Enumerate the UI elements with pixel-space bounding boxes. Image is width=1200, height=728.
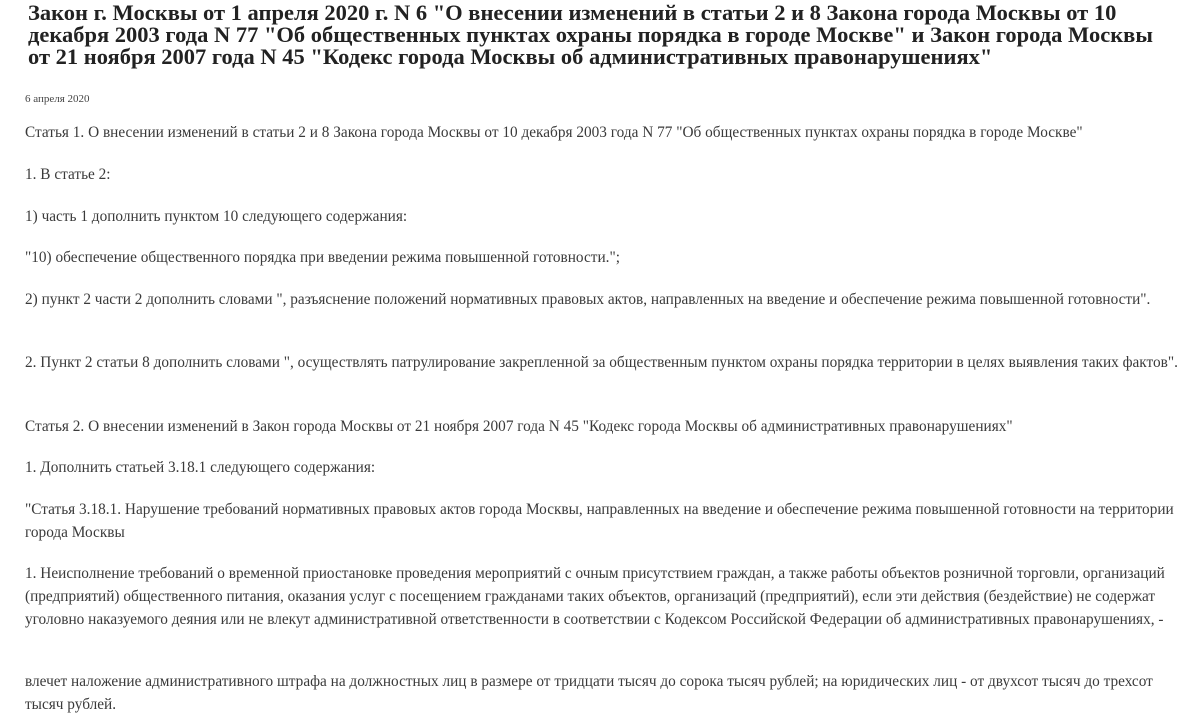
paragraph: 1. Дополнить статьей 3.18.1 следующего содержания: [25,459,376,476]
paragraph: 2. Пункт 2 статьи 8 дополнить словами ", осуществлять патрулирование закрепленной за общественным пунктом охраны порядка территории в целях выявления таких фактов". [25,354,1178,371]
document-title: Закон г. Москвы от 1 апреля 2020 г. N 6 "О внесении изменений в статьи 2 и 8 Закона города Москвы от 10 декабря 2003 года N 77 "Об общественных пунктах охраны порядка в городе Москве" и Закон города Москвы от 21 ноября 2007 года N 45 "Кодекс города Москвы об административных правонарушениях" [28,0,1153,69]
paragraph: "10) обеспечение общественного порядка при введении режима повышенной готовности."; [25,249,620,266]
paragraph: 2) пункт 2 части 2 дополнить словами ", разъяснение положений нормативных правовых актов, направленных на введение и обеспечение режима повышенной готовности". [25,291,1151,308]
paragraph: влечет наложение административного штрафа на должностных лиц в размере от тридцати тысяч до сорока тысяч рублей; на юридических лиц - от двухсот тысяч до трехсот тысяч рублей. [25,673,1153,713]
article-1-heading: Статья 1. О внесении изменений в статьи 2 и 8 Закона города Москвы от 10 декабря 2003 года N 77 "Об общественных пунктах охраны порядка в городе Москве" [25,124,1083,141]
publication-date: 6 апреля 2020 [25,93,90,105]
paragraph: 1. В статье 2: [25,166,111,183]
article-2-heading: Статья 2. О внесении изменений в Закон города Москвы от 21 ноября 2007 года N 45 "Кодекс города Москвы об административных правонарушениях" [25,418,1013,435]
paragraph: 1) часть 1 дополнить пунктом 10 следующего содержания: [25,208,408,225]
paragraph: "Статья 3.18.1. Нарушение требований нормативных правовых актов города Москвы, направленных на введение и обеспечение режима повышенной готовности на территории города Москвы [25,501,1174,541]
paragraph: 1. Неисполнение требований о временной приостановке проведения мероприятий с очным присутствием граждан, а также работы объектов розничной торговли, организаций (предприятий) общественного питания, оказания услуг с посещением гражданами таких объектов, организаций (предприятий), если эти действия (бездействие) не содержат уголовно наказуемого деяния или не влекут административной ответственности в соответствии с Кодексом Российской Федерации об административных правонарушениях, - [25,565,1165,628]
